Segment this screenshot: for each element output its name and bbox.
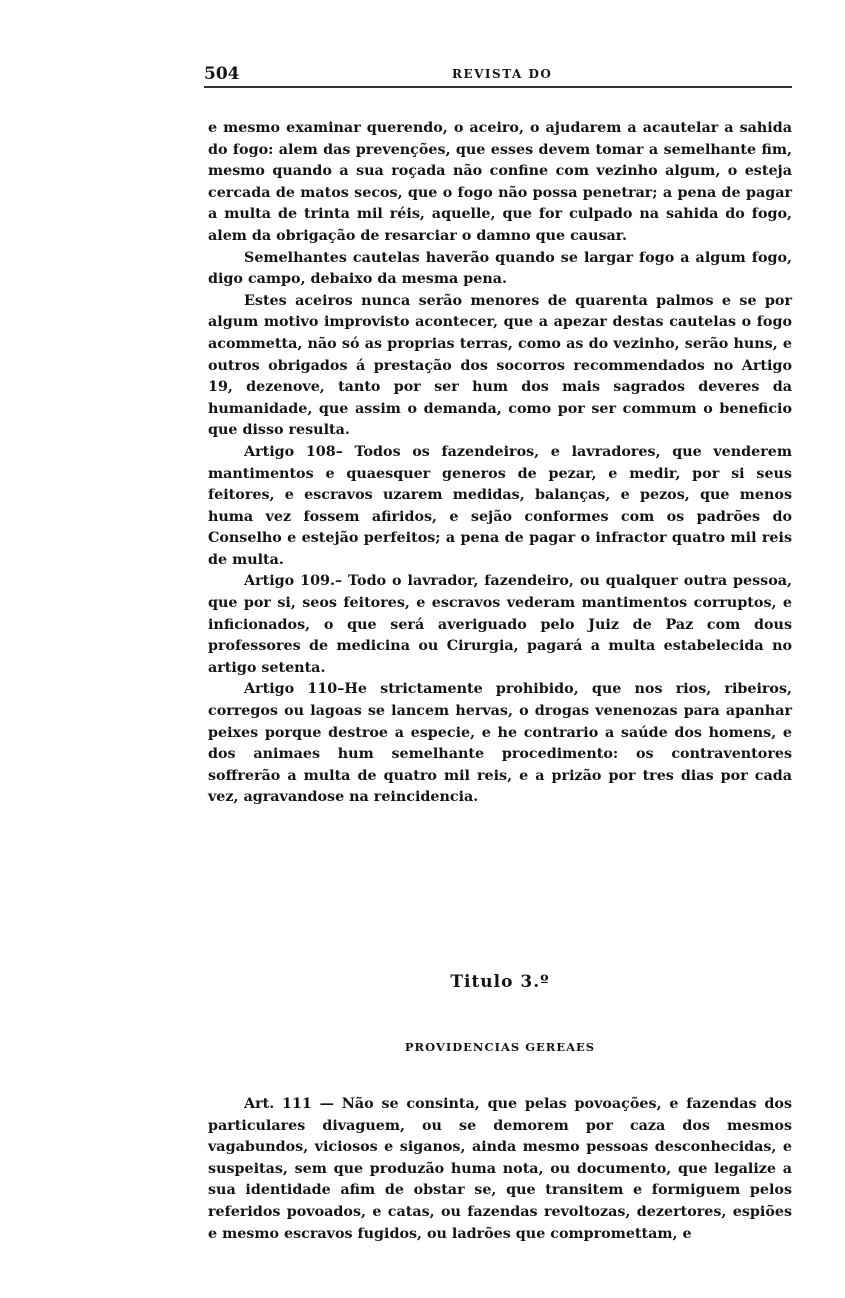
article-108: Artigo 108– Todos os fazendeiros, e lavradores, que venderem mantimentos e quaesquer generos de pezar, e medir, por si seus feitores, e escravos uzarem medidas, balanças, e pezos, que menos huma vez fossem afiridos, e sejão conformes com os padrões do Conselho e estejão perfeitos; a pena de pagar o infractor quatro mil reis de multa.	[208, 443, 792, 568]
page-number: 504	[204, 64, 240, 84]
running-header	[204, 64, 792, 86]
section-subtitle: PROVIDENCIAS GEREAES	[404, 1040, 596, 1054]
paragraph: Estes aceiros nunca serão menores de quarenta palmos e se por algum motivo improvisto acontecer, que a apezar destas cautelas o fogo acommetta, não só as proprias terras, como as do vezinho, serão huns, e outros obrigados á prestação dos socorros recommendados no Artigo 19, dezenove, tanto por ser hum dos mais sagrados deveres da humanidade, que assim o demanda, como por ser commum o beneficio que disso resulta.	[208, 292, 792, 439]
section-title: Titulo 3.º	[450, 972, 550, 992]
article-110: Artigo 110–He strictamente prohibido, que nos rios, ribeiros, corregos ou lagoas se lancem hervas, o drogas venenozas para apanhar peixes porque destroe a especie, e he contrario a saúde dos homens, e dos animaes hum semelhante procedimento: os contraventores soffrerão a multa de quatro mil reis, e a prizão por tres dias por cada vez, agravandose na reincidencia.	[208, 681, 792, 806]
paragraph: Semelhantes cautelas haverão quando se largar fogo a algum fogo, digo campo, debaixo da mesma pena.	[208, 249, 792, 288]
paragraph-continuation: e mesmo examinar querendo, o aceiro, o ajudarem a acautelar a sahida do fogo: alem das prevenções, que esses devem tomar a semelhante fim, mesmo quando a sua roçada não confine com vezinho algum, o esteja cercada de matos secos, que o fogo não possa penetrar; a pena de pagar a multa de trinta mil réis, aquelle, que for culpado na sahida do fogo, alem da obrigação de resarciar o damno que causar.	[208, 120, 792, 244]
body-text-section-3	[208, 1094, 792, 1245]
article-109: Artigo 109.– Todo o lavrador, fazendeiro, ou qualquer outra pessoa, que por si, seos feitores, e escravos vederam mantimentos corruptos, e inficionados, o que será averiguado pelo Juiz de Paz com dous professores de medicina ou Cirurgia, pagará a multa estabelecida no artigo setenta.	[208, 573, 792, 676]
header-rule	[204, 86, 792, 88]
article-111: Art. 111 — Não se consinta, que pelas povoações, e fazendas dos particulares divaguem, ou se demorem por caza dos mesmos vagabundos, viciosos e siganos, ainda mesmo pessoas desconhecidas, e suspeitas, sem que produzão huma nota, ou documento, que legalize a sua identidade afim de obstar se, que transitem e formiguem pelos referidos povoados, e catas, ou fazendas revoltozas, dezertores, espiões e mesmo escravos fugidos, ou ladrões que compromettam, e	[208, 1096, 792, 1242]
body-text	[208, 118, 792, 809]
journal-title: REVISTA DO	[452, 67, 553, 81]
